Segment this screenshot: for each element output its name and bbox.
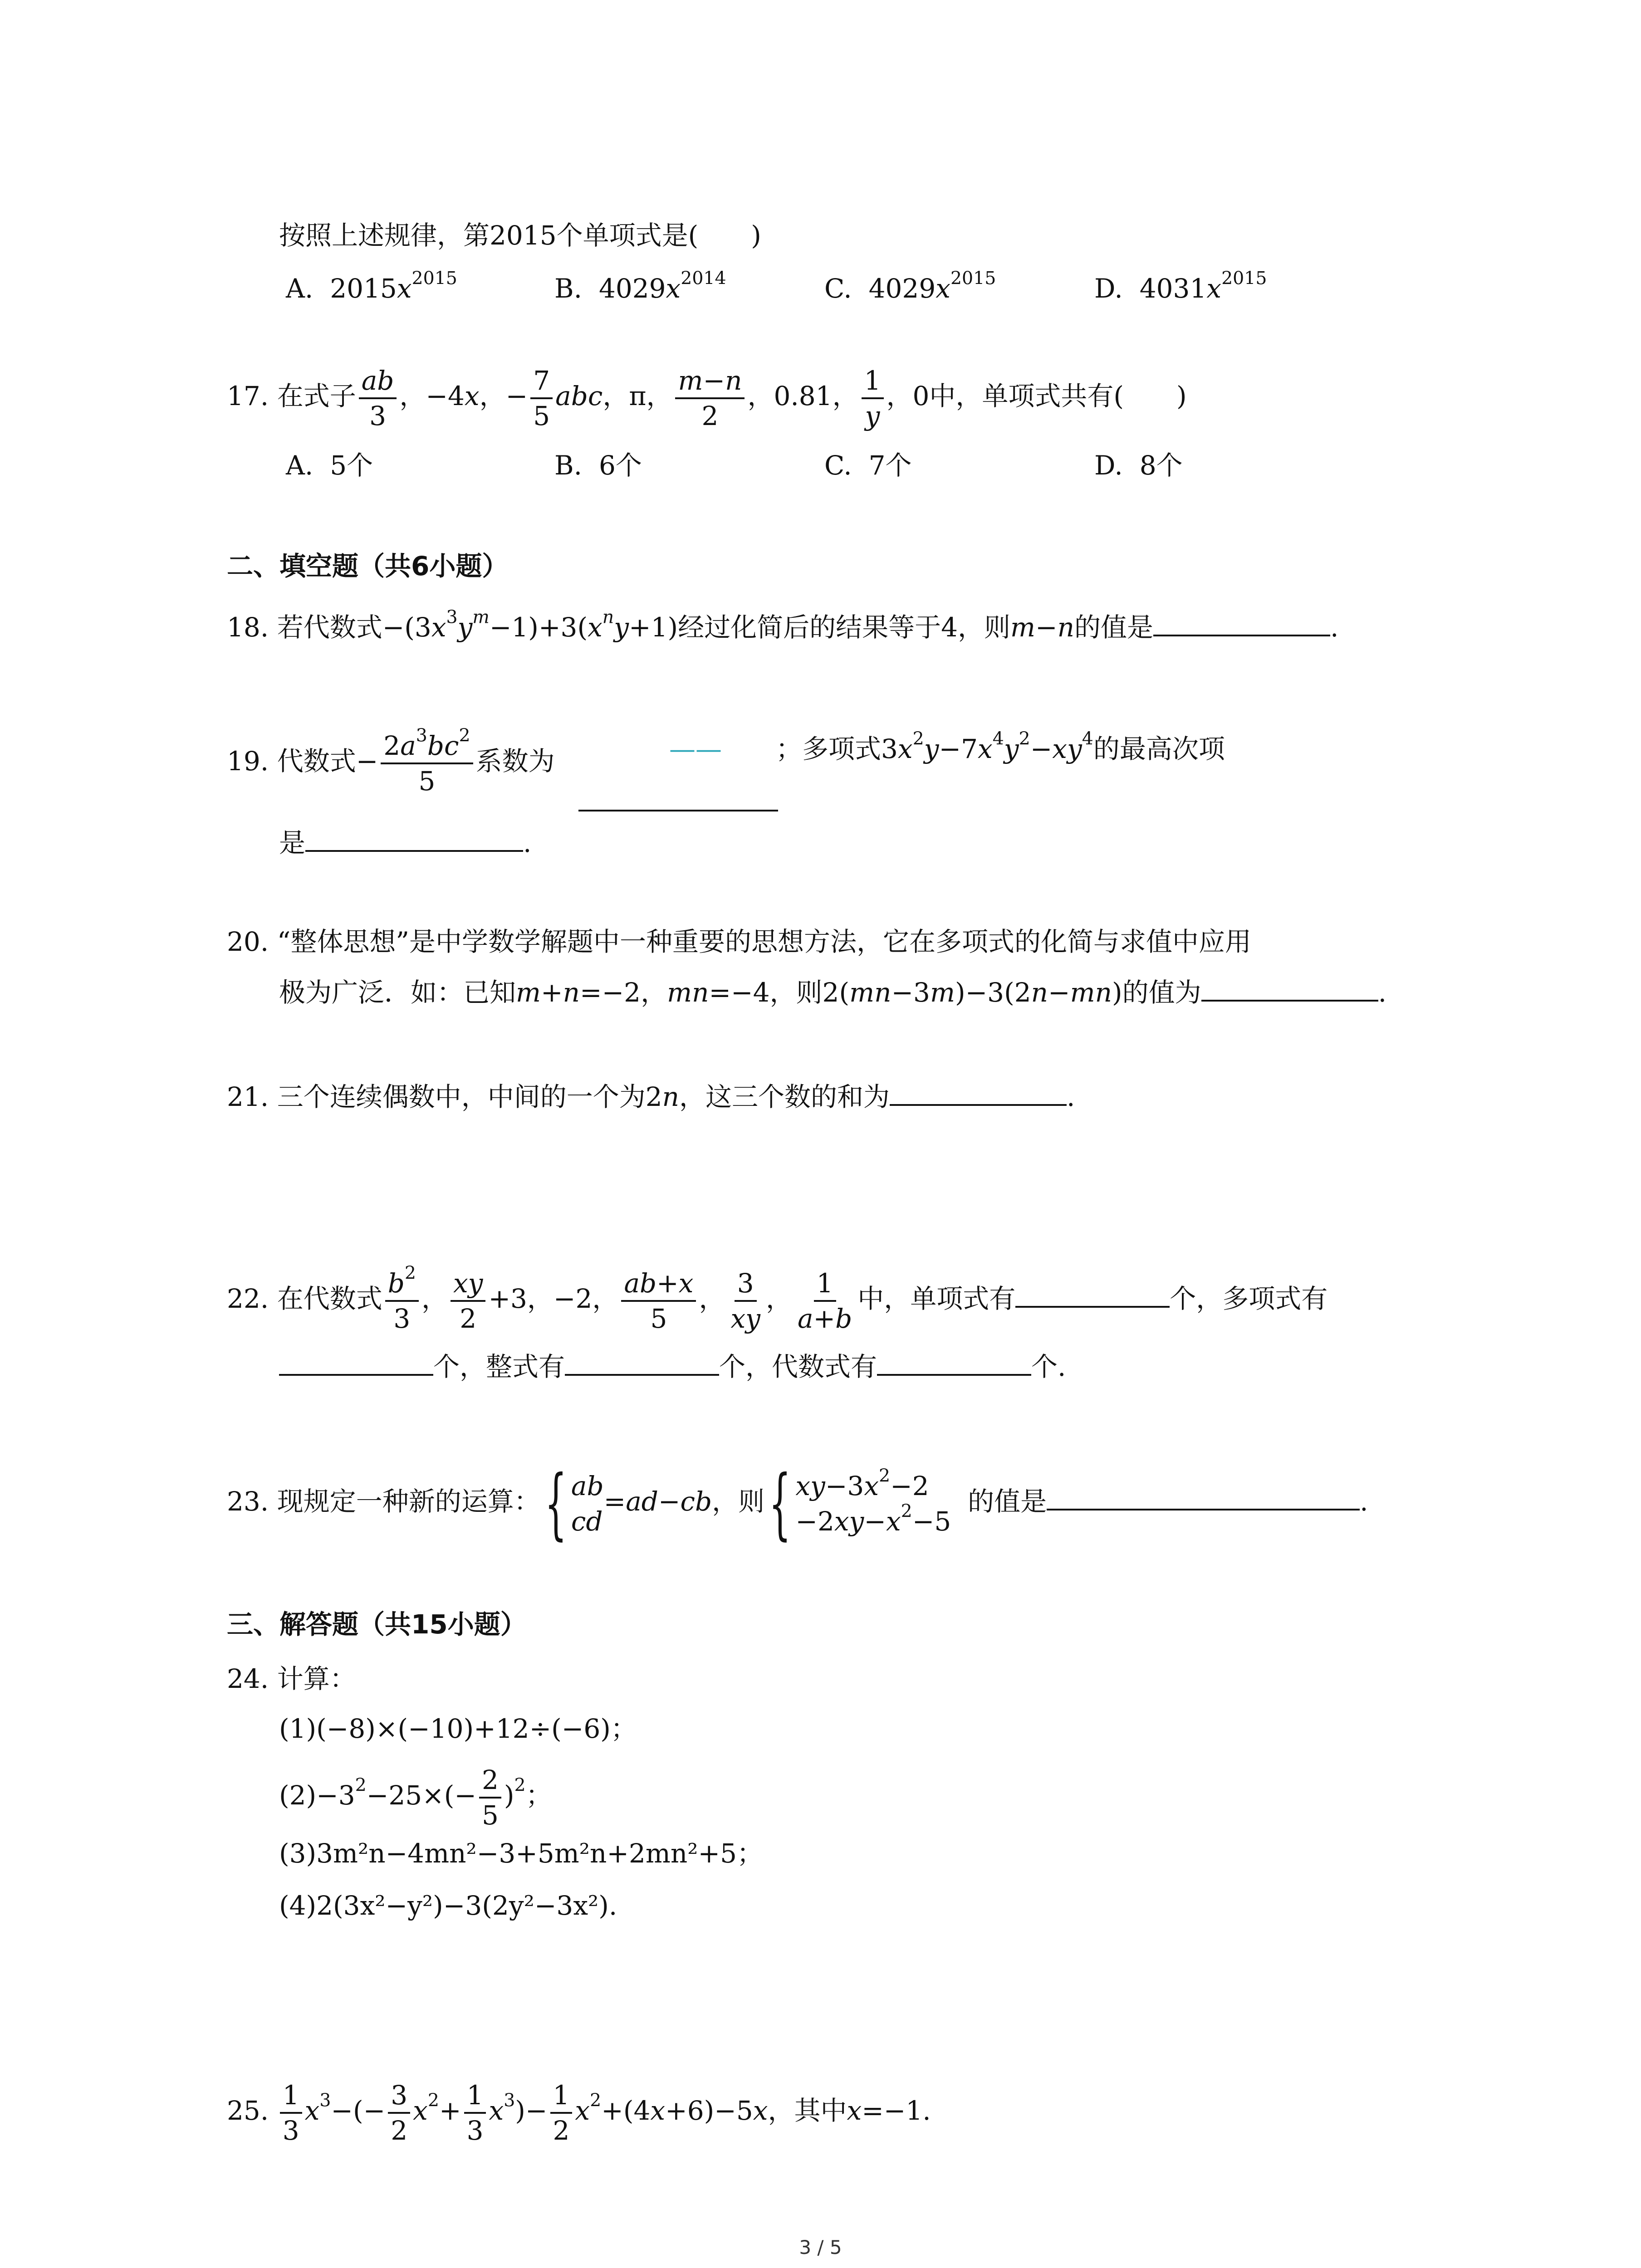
q21-stem: 21. 三个连续偶数中，中间的一个为2n，这三个数的和为 . [227,1080,1075,1113]
operator-matrix: ab cd [571,1470,604,1537]
answer-blank[interactable] [1153,610,1330,636]
q17-option-b[interactable]: B. 6个 [554,450,642,481]
q24-part1: (1)(−8)×(−10)+12÷(−6)； [279,1713,637,1744]
answer-blank[interactable] [1201,975,1378,1002]
q16-option-b[interactable]: B. $4029x^{2014}$ [554,268,726,304]
fraction: $\frac{1}{2}$ [550,2082,573,2144]
left-brace-icon: { [544,1459,567,1549]
fraction: $\frac{m-n}{2}$ [675,367,745,429]
fraction: $\frac{7}{5}$ [530,367,553,429]
q24-part2: $(2)-3^2-25\times(-$ $\frac{2}{5}$ )$^2$； [279,1765,552,1831]
q17-option-c[interactable]: C. 7个 [824,450,912,481]
fraction: $\frac{3}{xy}$ [730,1268,760,1334]
q24-part3: (3)3m²n−4mn²−3+5m²n+2mn²+5； [279,1838,763,1869]
section-2-title: 二、填空题（共6小题） [227,551,509,582]
fraction: $\frac{ab}{3}$ [359,367,397,429]
q19-stem: 19. 代数式− $\frac{2a^3bc^2}{5}$ 系数为 [227,725,555,797]
answer-blank[interactable] [890,1080,1067,1106]
answer-blank[interactable] [578,810,778,811]
q16-option-c[interactable]: C. $4029x^{2015}$ [824,268,996,304]
fraction: $\frac{xy}{2}$ [451,1270,485,1332]
fraction: $\frac{1}{3}$ [464,2082,486,2144]
q16-option-a[interactable]: A. $2015x^{2015}$ [286,268,457,304]
fraction: $\frac{2}{5}$ [479,1767,501,1828]
page-number: 3 / 5 [799,2236,842,2258]
fraction: $\frac{2a^3bc^2}{5}$ [381,733,473,794]
fraction: $\frac{ab+x}{5}$ [621,1270,696,1332]
operator-matrix: $xy-3x^2-2$ $-2xy-x^2-5$ [795,1465,951,1537]
fraction: $\frac{b^2}{3}$ [385,1270,419,1332]
answer-blank[interactable] [279,1349,433,1376]
q16-prompt: 按照上述规律，第2015个单项式是( ) [279,220,761,251]
answer-blank[interactable] [305,826,523,852]
q22-line1: 22. 在代数式 $\frac{b^2}{3}$ ， $\frac{xy}{2}$ +3，−2， $\frac{ab+x}{5}$ ， $\frac{3}{xy}$ ， $\frac{1}{a+b}$ 中，单项式有 个，多项式有 [227,1262,1328,1334]
left-brace-icon: { [769,1459,791,1549]
fraction: $\frac{1}{a+b}$ [797,1268,852,1334]
section-3-title: 三、解答题（共15小题） [227,1609,527,1640]
q25-stem: 25. $\frac{1}{3}$ $x^3-(-$ $\frac{3}{2}$ $x^2+$ $\frac{1}{3}$ $x^3)-$ $\frac{1}{2}$ $x^2+(4x+6)-5x$，其中x=−1. [227,2080,931,2146]
fraction: $\frac{3}{2}$ [388,2082,410,2144]
q22-line2: 个，整式有 个，代数式有 个. [279,1349,1066,1383]
q19-line2: 是 . [279,826,531,859]
q19-stem-tail: ；多项式$3x^2y-7x^4y^2-xy^4$的最高次项 [776,728,1225,764]
q23-stem: 23. 现规定一种新的运算：{ ab cd =ad−cb，则{ $xy-3x^2-2$ $-2xy-x^2-5$ 的值是 . [227,1459,1368,1549]
answer-blank[interactable] [1015,1281,1170,1308]
q24-part4: (4)2(3x²−y²)−3(2y²−3x²). [279,1890,617,1921]
answer-blank[interactable] [877,1349,1031,1376]
q20-line2: 极为广泛．如：已知m+n=−2，mn=−4，则2(mn−3m)−3(2n−mn)的值为 . [279,975,1386,1009]
q19-dash: —— [669,733,722,764]
q17-stem: 17. 在式子 $\frac{ab}{3}$ ，−4x，− $\frac{7}{5}$ abc，π， $\frac{m-n}{2}$ ，0.81， $\frac{1}{y}$ ，0中，单项式共有( ) [227,365,1187,431]
fraction: $\frac{1}{3}$ [280,2082,302,2144]
q20-line1: 20. “整体思想”是中学数学解题中一种重要的思想方法，它在多项式的化简与求值中应用 [227,926,1251,957]
q16-option-d[interactable]: D. $4031x^{2015}$ [1094,268,1267,304]
answer-blank[interactable] [1047,1484,1360,1510]
answer-blank[interactable] [565,1349,719,1376]
q17-option-d[interactable]: D. 8个 [1094,450,1183,481]
q24-title: 24. 计算： [227,1663,356,1694]
fraction: $\frac{1}{y}$ [862,367,884,429]
q18-stem: 18. 若代数式$-(3x^3y^m-1)+3(x^ny+1)$经过化简后的结果等于4，则m−n的值是 . [227,606,1339,643]
q17-option-a[interactable]: A. 5个 [286,450,373,481]
